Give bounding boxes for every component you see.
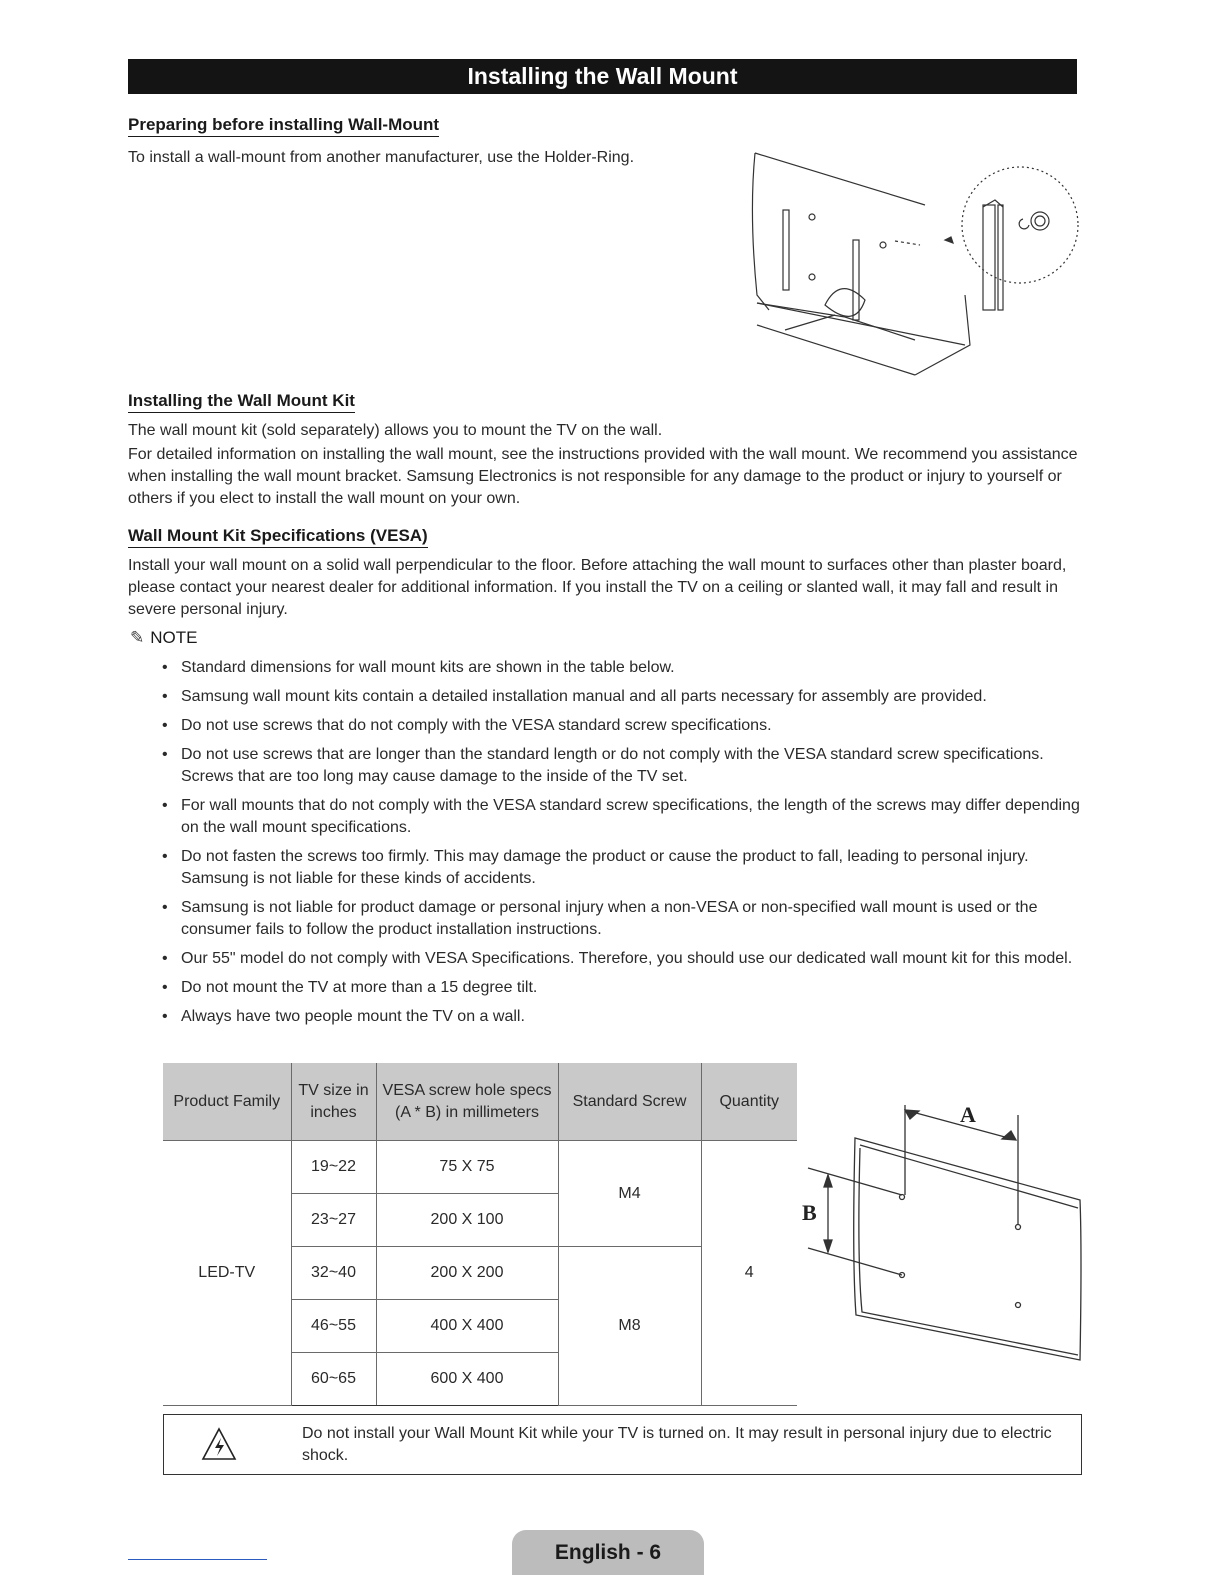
- page-number-tab: English - 6: [512, 1530, 704, 1575]
- section-text-preparing: To install a wall-mount from another manufacturer, use the Holder-Ring.: [128, 149, 635, 166]
- note-item: • Always have two people mount the TV on a wall.: [160, 1006, 1085, 1028]
- vesa-specs-text: Install your wall mount on a solid wall perpendicular to the floor. Before attaching the wall mount to surfaces other than plaster board, please contact your nearest dealer for additional information. If you install the TV on a ceiling or slanted wall, it may fall and result in severe personal injury.: [128, 557, 1067, 618]
- table-row: [163, 1141, 797, 1194]
- note-label: NOTE: [150, 628, 198, 647]
- cell-size: 23~27: [291, 1194, 376, 1247]
- header-tv-size: TV size in inches: [291, 1063, 376, 1141]
- header-vesa-specs: VESA screw hole specs (A * B) in millimeters: [376, 1063, 558, 1141]
- note-item: • Do not use screws that do not comply with the VESA standard screw specifications.: [160, 715, 1085, 737]
- section-heading-wall-mount-kit: Installing the Wall Mount Kit: [128, 391, 355, 413]
- cell-screw: M8: [558, 1247, 701, 1406]
- section-heading-vesa-specs: Wall Mount Kit Specifications (VESA): [128, 526, 428, 548]
- header-product-family: Product Family: [163, 1063, 291, 1141]
- page-title-banner: Installing the Wall Mount: [128, 59, 1077, 94]
- cell-vesa: 400 X 400: [376, 1300, 558, 1353]
- dimension-label-b: B: [802, 1200, 817, 1225]
- cell-screw: M4: [558, 1141, 701, 1247]
- electric-shock-warning-icon: [201, 1427, 237, 1461]
- note-item: • Do not fasten the screws too firmly. This may damage the product or cause the product to fall, leading to personal injury. Samsung is not liable for these kinds of accidents.: [160, 846, 1085, 890]
- vesa-spec-table: [163, 1063, 797, 1406]
- wall-mount-kit-para-1: The wall mount kit (sold separately) allows you to mount the TV on the wall.: [128, 422, 663, 439]
- cell-vesa: 75 X 75: [376, 1141, 558, 1194]
- cell-product-family: LED-TV: [163, 1141, 291, 1406]
- cell-size: 46~55: [291, 1300, 376, 1353]
- footer-divider: [128, 1559, 267, 1560]
- wall-mount-kit-para-2: For detailed information on installing the wall mount, see the instructions provided with the wall mount. We recommend you assistance when installing the wall mount bracket. Samsung Electronics is not responsible for any damage to the product or injury to yourself or others if you elect to install the wall mount on your own.: [128, 446, 1078, 507]
- note-list: [160, 657, 1085, 1035]
- vesa-dimension-diagram: [800, 1090, 1090, 1370]
- note-item: • Samsung wall mount kits contain a detailed installation manual and all parts necessary for assembly are provided.: [160, 686, 1085, 708]
- note-item: • Our 55" model do not comply with VESA Specifications. Therefore, you should use our dedicated wall mount kit for this model.: [160, 948, 1085, 970]
- note-item: • Samsung is not liable for product damage or personal injury when a non-VESA or non-specified wall mount is used or the consumer fails to follow the product installation instructions.: [160, 897, 1085, 941]
- section-heading-preparing: Preparing before installing Wall-Mount: [128, 115, 439, 137]
- cell-size: 60~65: [291, 1353, 376, 1406]
- note-item: • Do not mount the TV at more than a 15 degree tilt.: [160, 977, 1085, 999]
- header-quantity: Quantity: [701, 1063, 797, 1141]
- warning-box: [163, 1414, 1082, 1475]
- cell-quantity: 4: [701, 1141, 797, 1406]
- cell-size: 19~22: [291, 1141, 376, 1194]
- pencil-note-icon: ✎: [130, 628, 145, 647]
- note-heading: [130, 628, 197, 648]
- cell-vesa: 600 X 400: [376, 1353, 558, 1406]
- note-item: • Standard dimensions for wall mount kits are shown in the table below.: [160, 657, 1085, 679]
- holder-ring-illustration: [745, 145, 1080, 380]
- header-standard-screw: Standard Screw: [558, 1063, 701, 1141]
- cell-vesa: 200 X 100: [376, 1194, 558, 1247]
- note-item: • For wall mounts that do not comply with the VESA standard screw specifications, the length of the screws may differ depending on the wall mount specifications.: [160, 795, 1085, 839]
- cell-vesa: 200 X 200: [376, 1247, 558, 1300]
- dimension-label-a: A: [960, 1102, 976, 1127]
- warning-text: Do not install your Wall Mount Kit while your TV is turned on. It may result in personal injury due to electric shock.: [302, 1425, 1052, 1464]
- note-item: • Do not use screws that are longer than the standard length or do not comply with the VESA standard screw specifications. Screws that are too long may cause damage to the inside of the TV set.: [160, 744, 1085, 788]
- table-header-row: [163, 1063, 797, 1141]
- cell-size: 32~40: [291, 1247, 376, 1300]
